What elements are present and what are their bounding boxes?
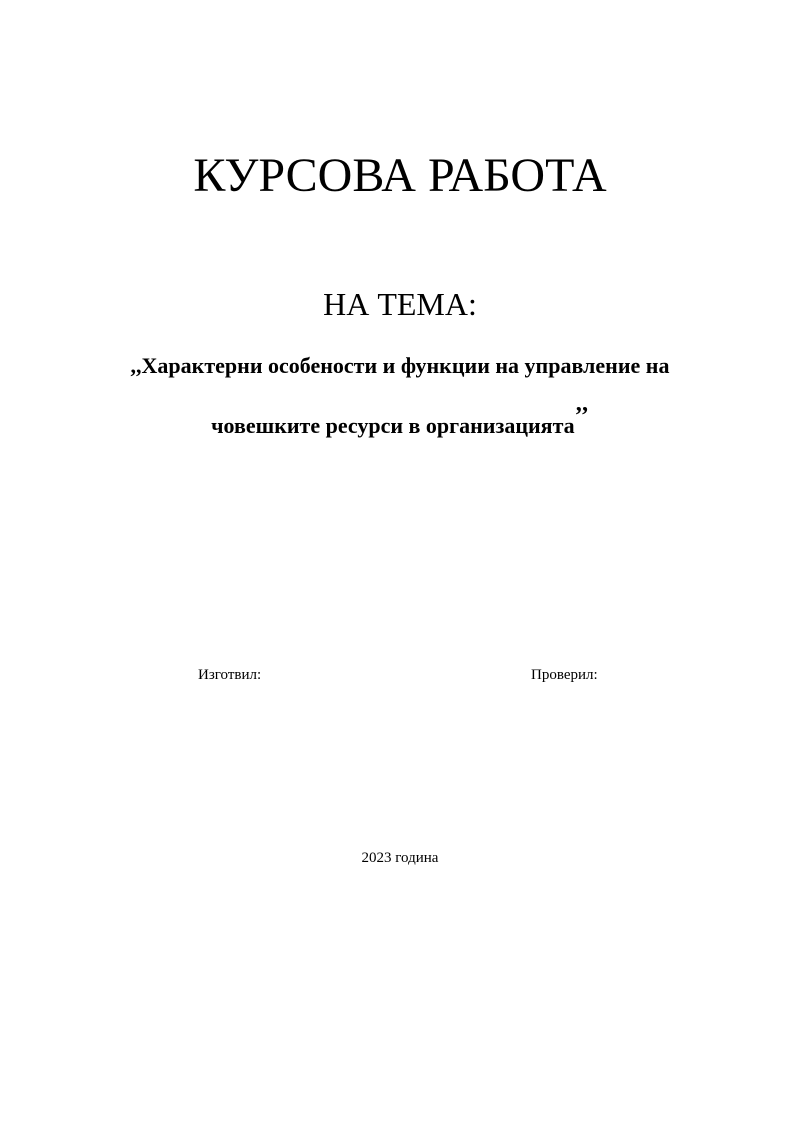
topic-close-quote: ’’ — [574, 403, 589, 429]
topic-text-line-1: Характерни особености и функции на управление на — [141, 353, 670, 378]
topic-open-quote: ,, — [130, 353, 142, 378]
topic-line-2 — [60, 403, 740, 440]
checked-by-label: Проверил: — [531, 667, 598, 683]
page-title: КУРСОВА РАБОТА — [193, 149, 607, 202]
document-year: 2023 година — [361, 850, 439, 866]
topic-text-line-2: човешките ресурси в организацията — [211, 413, 575, 438]
topic-line-1 — [60, 352, 740, 380]
page-subtitle: НА ТЕМА: — [323, 286, 477, 322]
prepared-by-label: Изготвил: — [198, 667, 262, 683]
